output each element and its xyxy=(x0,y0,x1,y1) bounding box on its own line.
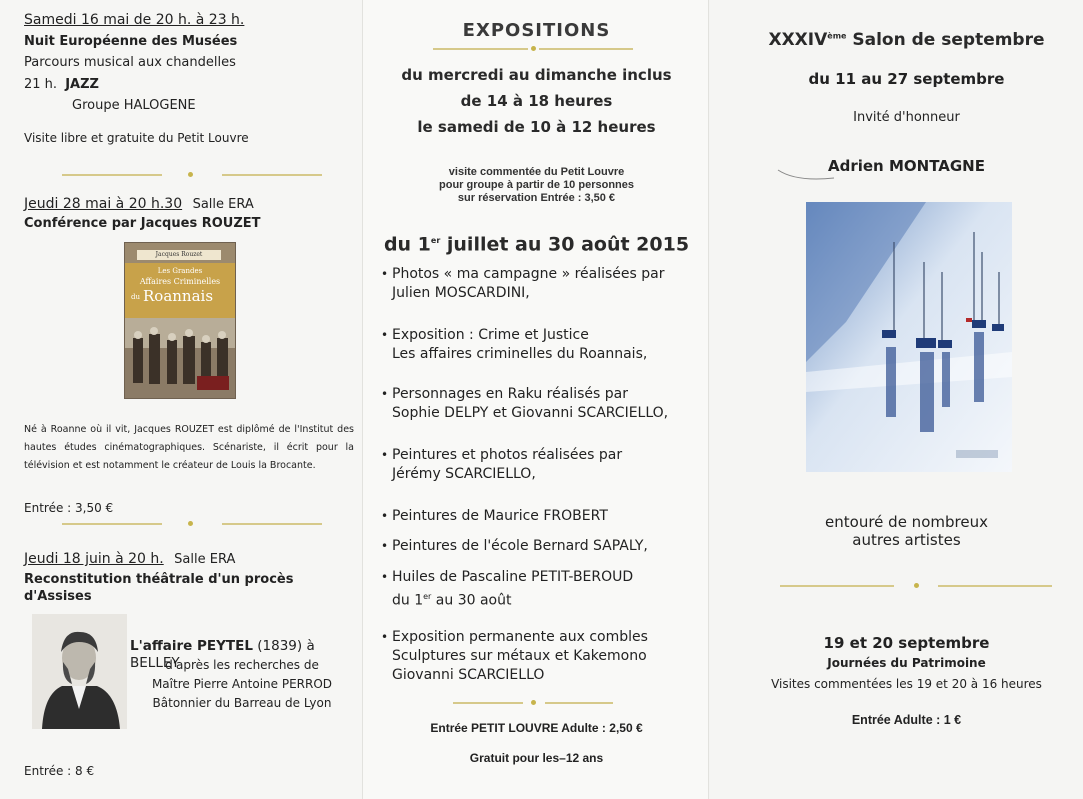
event3-date: Jeudi 18 juin à 20 h. xyxy=(24,551,164,567)
expo-item-2: • Exposition : Crime et Justice Les affaires criminelles du Roannais, xyxy=(381,327,648,362)
left-column xyxy=(0,0,362,799)
middle-column xyxy=(362,0,709,799)
event2-venue: Salle ERA xyxy=(192,197,254,212)
event2-bio: Né à Roanne où il vit, Jacques ROUZET est diplômé de l'Institut des hautes études cinématographiques. Scénariste, il écrit pour la télévision et est notamment le créateur de Louis la Brocante. xyxy=(24,424,354,471)
event1-group: Groupe HALOGENE xyxy=(72,98,196,113)
event3-date-row xyxy=(24,551,235,568)
event3-price: Entrée : 8 € xyxy=(24,764,95,778)
affair-line3: Bâtonnier du Barreau de Lyon xyxy=(152,696,332,710)
event3-title: Reconstitution théâtrale d'un procès d'Assises xyxy=(24,572,294,604)
affair-line1: d'après les recherches de xyxy=(165,658,319,672)
guest-label: Invité d'honneur xyxy=(853,110,960,125)
painting-image xyxy=(806,202,1012,472)
event2-date: Jeudi 28 mai à 20 h.30 xyxy=(24,196,183,212)
affair-rest: (1839) à BELLEY xyxy=(130,638,315,671)
book-cover-image xyxy=(124,242,236,399)
surround-line-2: autres artistes xyxy=(852,531,961,549)
book-illustration xyxy=(125,318,235,398)
book-author: Jacques Rouzet xyxy=(137,250,221,260)
book-place: Roannais xyxy=(143,287,214,305)
expo-free: Gratuit pour les–12 ans xyxy=(469,751,604,765)
schedule-line-2: de 14 à 18 heures xyxy=(460,92,613,110)
schedule-line-1: du mercredi au dimanche inclus xyxy=(401,66,672,84)
event1-date: Samedi 16 mai de 20 h. à 23 h. xyxy=(24,12,245,28)
salon-sup: ème xyxy=(827,31,847,41)
expo-item-8: • Exposition permanente aux combles Sculptures sur métaux et Kakemono Giovanni SCARCIELLO xyxy=(381,629,648,683)
heritage-dates: 19 et 20 septembre xyxy=(823,634,990,652)
event2-price: Entrée : 3,50 € xyxy=(24,501,114,515)
salon-dates: du 11 au 27 septembre xyxy=(808,70,1005,88)
event1-genre: JAZZ xyxy=(65,77,99,92)
expo-item-4: • Peintures et photos réalisées par Jérémy SCARCIELLO, xyxy=(381,447,623,482)
guided-visit xyxy=(363,166,710,205)
expo-heading: EXPOSITIONS xyxy=(462,20,611,41)
guided-line-3: sur réservation Entrée : 3,50 € xyxy=(457,192,616,204)
surround-line-1: entouré de nombreux xyxy=(825,513,988,531)
event2-date-row xyxy=(24,196,254,213)
guest-name: Adrien MONTAGNE xyxy=(828,157,985,175)
expo-period: du 1er juillet au 30 août 2015 xyxy=(383,233,690,256)
heritage-title: Journées du Patrimoine xyxy=(827,656,986,670)
salon-title xyxy=(730,30,1083,50)
event1-time-row xyxy=(24,76,99,93)
divider-mid-2 xyxy=(453,699,613,707)
expo-schedule xyxy=(363,62,710,140)
event1-note: Visite libre et gratuite du Petit Louvre xyxy=(24,131,249,145)
salon-entry: Entrée Adulte : 1 € xyxy=(851,713,962,727)
expo-item-1: • Photos « ma campagne » réalisées par Julien MOSCARDINI, xyxy=(381,266,665,301)
event2-title: Conférence par Jacques ROUZET xyxy=(24,216,261,231)
expo-item-5: • Peintures de Maurice FROBERT xyxy=(381,508,608,524)
expo-item-7: • Huiles de Pascaline PETIT-BEROUD du 1er au 30 août xyxy=(381,569,634,609)
affair-title: L'affaire PEYTEL xyxy=(130,638,253,654)
event1-time: 21 h. xyxy=(24,77,58,92)
expo-item-3: • Personnages en Raku réalisés par Sophie DELPY et Giovanni SCARCIELLO, xyxy=(381,386,669,421)
guided-line-1: visite commentée du Petit Louvre xyxy=(448,166,625,178)
salon-roman: XXXIV xyxy=(768,30,828,50)
book-line1: Les Grandes xyxy=(157,267,203,275)
divider-left-2 xyxy=(62,520,322,528)
event1-line1: Parcours musical aux chandelles xyxy=(24,55,236,70)
decorative-swash xyxy=(776,168,836,182)
salon-rest: Salon de septembre xyxy=(846,30,1045,50)
event3-venue: Salle ERA xyxy=(174,552,236,567)
book-line2: Affaires Criminelles xyxy=(139,277,221,286)
divider-right xyxy=(780,582,1052,590)
divider-mid-1 xyxy=(433,45,633,53)
schedule-line-3: le samedi de 10 à 12 heures xyxy=(417,118,656,136)
divider-left-1 xyxy=(62,171,322,179)
heritage-visits: Visites commentées les 19 et 20 à 16 heures xyxy=(771,677,1042,691)
right-column xyxy=(710,0,1083,799)
expo-item-6: • Peintures de l'école Bernard SAPALY, xyxy=(381,538,648,554)
book-prefix: du xyxy=(131,293,140,301)
guided-line-2: pour groupe à partir de 10 personnes xyxy=(439,179,634,191)
expo-entry: Entrée PETIT LOUVRE Adulte : 2,50 € xyxy=(430,721,643,735)
affair-line2: Maître Pierre Antoine PERROD xyxy=(151,677,333,691)
surround-text xyxy=(730,513,1083,549)
event1-title: Nuit Européenne des Musées xyxy=(24,34,238,49)
portrait-peytel-image xyxy=(32,614,127,729)
